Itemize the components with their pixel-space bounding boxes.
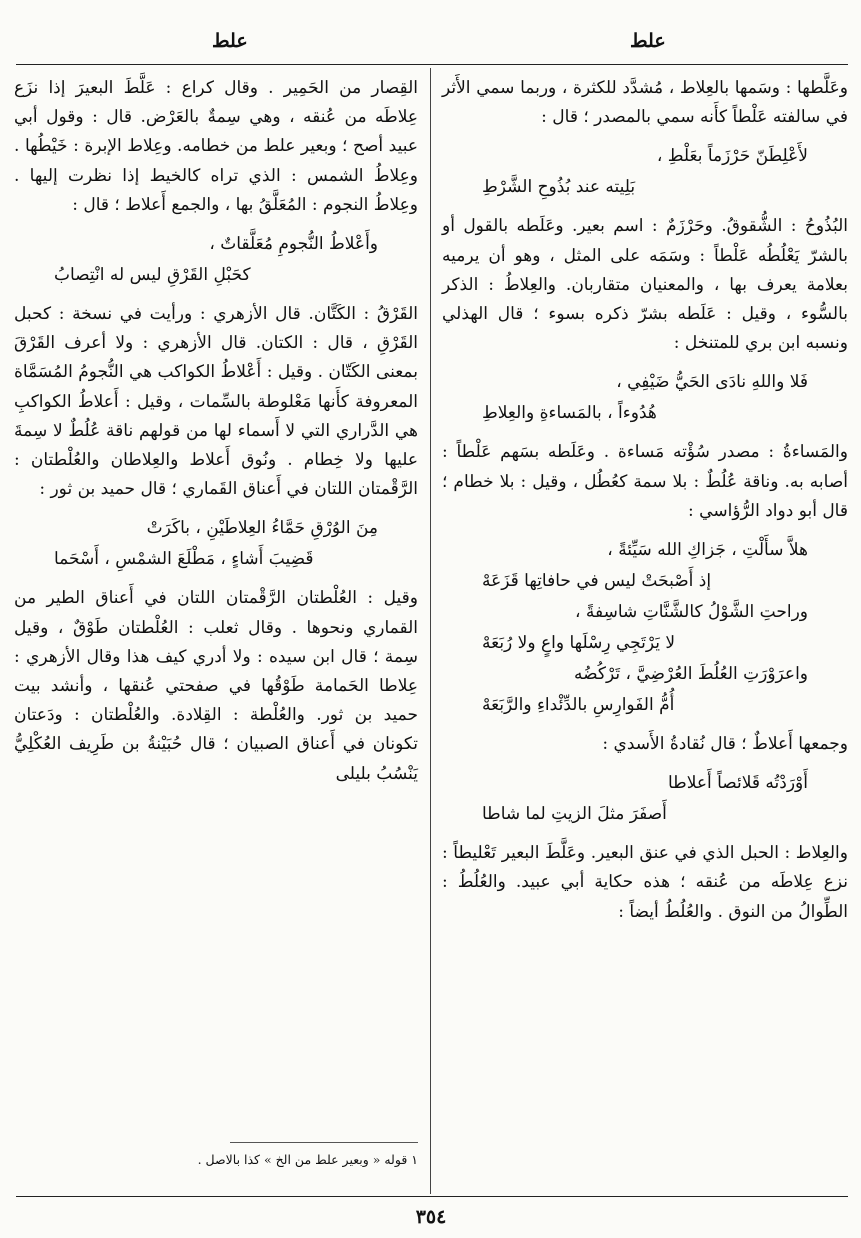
paragraph: البُذُوحُ : الشُّقوقُ. وحَرْزَمٌ : اسم بعير. وعَلَطه بالقول أو بالشرّ يَعْلُطُه عَلْطاً : وسَمَه على المثل ، وهو أن يرميه بعلامة يعرف بها ، والمعنيان متقاربان. والعِلاطُ : الذكر بالسُّوء ، وقيل : عَلَطه بشرّ ذكره بسوء ؛ قال الهذلي ونسبه ابن بري للمتنخل :	[442, 216, 848, 354]
page-header	[0, 14, 861, 64]
paragraph: وعَلَّطها : وسَمها بالعِلاط ، مُشدَّد للكثرة ، وربما سمي الأَثر في سالفته عَلْطاً كأَنه سمي بالمصدر ؛ قال :	[442, 78, 848, 128]
footnote: ١ قوله « وبعير علط من الخ » كذا بالاصل .	[197, 1152, 418, 1167]
paragraph: والعِلاط : الحبل الذي في عنق البعير. وعَلَّطَ البعير تَعْليطاً : نزع عِلاطَه من عُنقه ؛ هذه حكاية أبي عبيد. والعُلُطُ : الطِّوالُ من النوق . والعُلُطُ أيضاً :	[442, 843, 848, 922]
verse-line: بَلِيته عند بُذُوحِ الشَّرْطِ	[482, 177, 636, 198]
verse-line: أُمُّ الفَوارِسِ بالدِّئْداءِ والرَّبَعَهْ	[482, 695, 675, 716]
verse-line: أَوْرَدْتُه قَلائصاً أَعلاطا	[667, 773, 808, 794]
running-head-left: علط	[212, 30, 248, 52]
right-column	[442, 74, 848, 927]
verse	[442, 367, 848, 429]
verse-line: مِنَ الوُرْقِ حَمَّاءُ العِلاطَيْنِ ، باكَرَتْ	[146, 518, 378, 539]
paragraph: القِصار من الحَمِير . وقال كراع : عَلَّطَ البعيرَ إذا نزَع عِلاطَه من عُنقه ، وهي سِمةٌ بالعَرْض. قال : وقول أبي عبيد أصح ؛ وبعير علط من خطامه. وعِلاط الإبرة : خَيْطُها . وعِلاطُ الشمس : الذي تراه كالخيط إذا نظرت إليها . وعِلاطُ النجوم : المُعَلَّقُ بها ، والجمع أَعلاط ؛ قال :	[14, 78, 418, 215]
verse-line: لأَعْلِطَنّ حَرْزَماً بعَلْطِ ،	[656, 146, 808, 167]
verse-line: كحَبْلِ القَرْقِ ليس له انْتِصابُ	[54, 265, 251, 286]
paragraph: وجمعها أَعلاطٌ ؛ قال نُقادةُ الأَسدي :	[602, 734, 848, 755]
verse	[442, 535, 848, 721]
verse-line: وراحتِ الشَّوْلُ كالشَّنَّاتِ شاسِفةً ،	[575, 602, 808, 623]
verse-line: أَصفَرَ مثلَ الزيتِ لما شاطا	[482, 804, 667, 825]
verse	[14, 513, 418, 575]
footnote-rule	[230, 1142, 418, 1143]
verse	[442, 141, 848, 203]
verse-line: واعرَوْرَتِ العُلُطَ العُرْضِيَّ ، تَرْكُضُه	[574, 664, 808, 685]
running-head-right: علط	[630, 30, 666, 52]
verse-line: قَضِيبَ أَشاءٍ ، مَطْلَعَ الشمْسِ ، أَسْحَما	[54, 549, 314, 570]
paragraph: وقيل : العُلْطتان الرَّقْمتان اللتان في أَعناق الطير من القماري ونحوها . وقال ثعلب : العُلْطتان طَوْقٌ ، وقيل سِمة ؛ قال ابن سيده : ولا أدري كيف هذا وقال الأزهري : عِلاطا الحَمامة طَوْقُها في صفحتي عُنقها ، وأنشد بيت حميد بن ثور. والعُلْطة : القِلادة. والعُلْطتان : ودَعتان تكونان في أَعناق الصبيان ؛ قال حُبَيْنةُ بن طَرِيف العُكْلِيُّ يَنْسُبُ بليلى	[14, 588, 418, 784]
page-number: ٣٥٤	[415, 1206, 447, 1228]
verse-line: وأَعْلاطُ النُّجومِ مُعَلَّقاتٌ ،	[209, 234, 378, 255]
verse-line: هُدُوءاً ، بالمَساءةِ والعِلاطِ	[482, 403, 657, 424]
paragraph: والمَساءةُ : مصدر سُؤْته مَساءة . وعَلَطه بسَهم عَلْطاً : أصابه به. وناقة عُلُطٌ : بلا سمة كعُطُل ، وقيل : بلا خطام ؛ قال أبو دواد الرُّؤاسي :	[442, 442, 848, 521]
verse	[14, 229, 418, 291]
verse	[442, 768, 848, 830]
left-column	[14, 74, 418, 789]
column-divider	[430, 68, 431, 1194]
verse-line: هلاَّ سأَلْتِ ، جَزاكِ الله سَيِّئةً ،	[607, 540, 808, 561]
paragraph: القَرْقُ : الكَتَّان. قال الأزهري : ورأيت في نسخة : كحبل القَرْقِ ، قال : الكتان. قال الأزهري : ولا أعرف القَرْقَ بمعنى الكَتّان . وقيل : أَعْلاطُ الكواكب هي النُّجومُ المُسَمَّاة المعروفة كأَنها مَعْلوطة بالسِّمات ، وقيل : أَعلاطُ الكواكبِ هي الدَّراري التي لا أَسماء لها من قولهم ناقة عُلُطٌ لا سِمةَ عليها ولا خِطام . ونُوق أَعلاط والعِلاطان والعُلْطتان : الرَّقْمتان اللتان في أَعناق القَماري ؛ قال حميد بن ثور :	[14, 304, 418, 500]
verse-line: فَلا واللهِ نادَى الحَيُّ ضَيْفِي ،	[616, 372, 808, 393]
verse-line: إذ أَصْبحَتْ ليس في حافاتِها قَزَعَهْ	[482, 571, 712, 592]
footer-rule	[16, 1196, 848, 1197]
header-rule	[16, 64, 848, 65]
verse-line: لا يَرْتَجِي رِسْلَها واعٍ ولا رُبَعَهْ	[482, 633, 676, 654]
